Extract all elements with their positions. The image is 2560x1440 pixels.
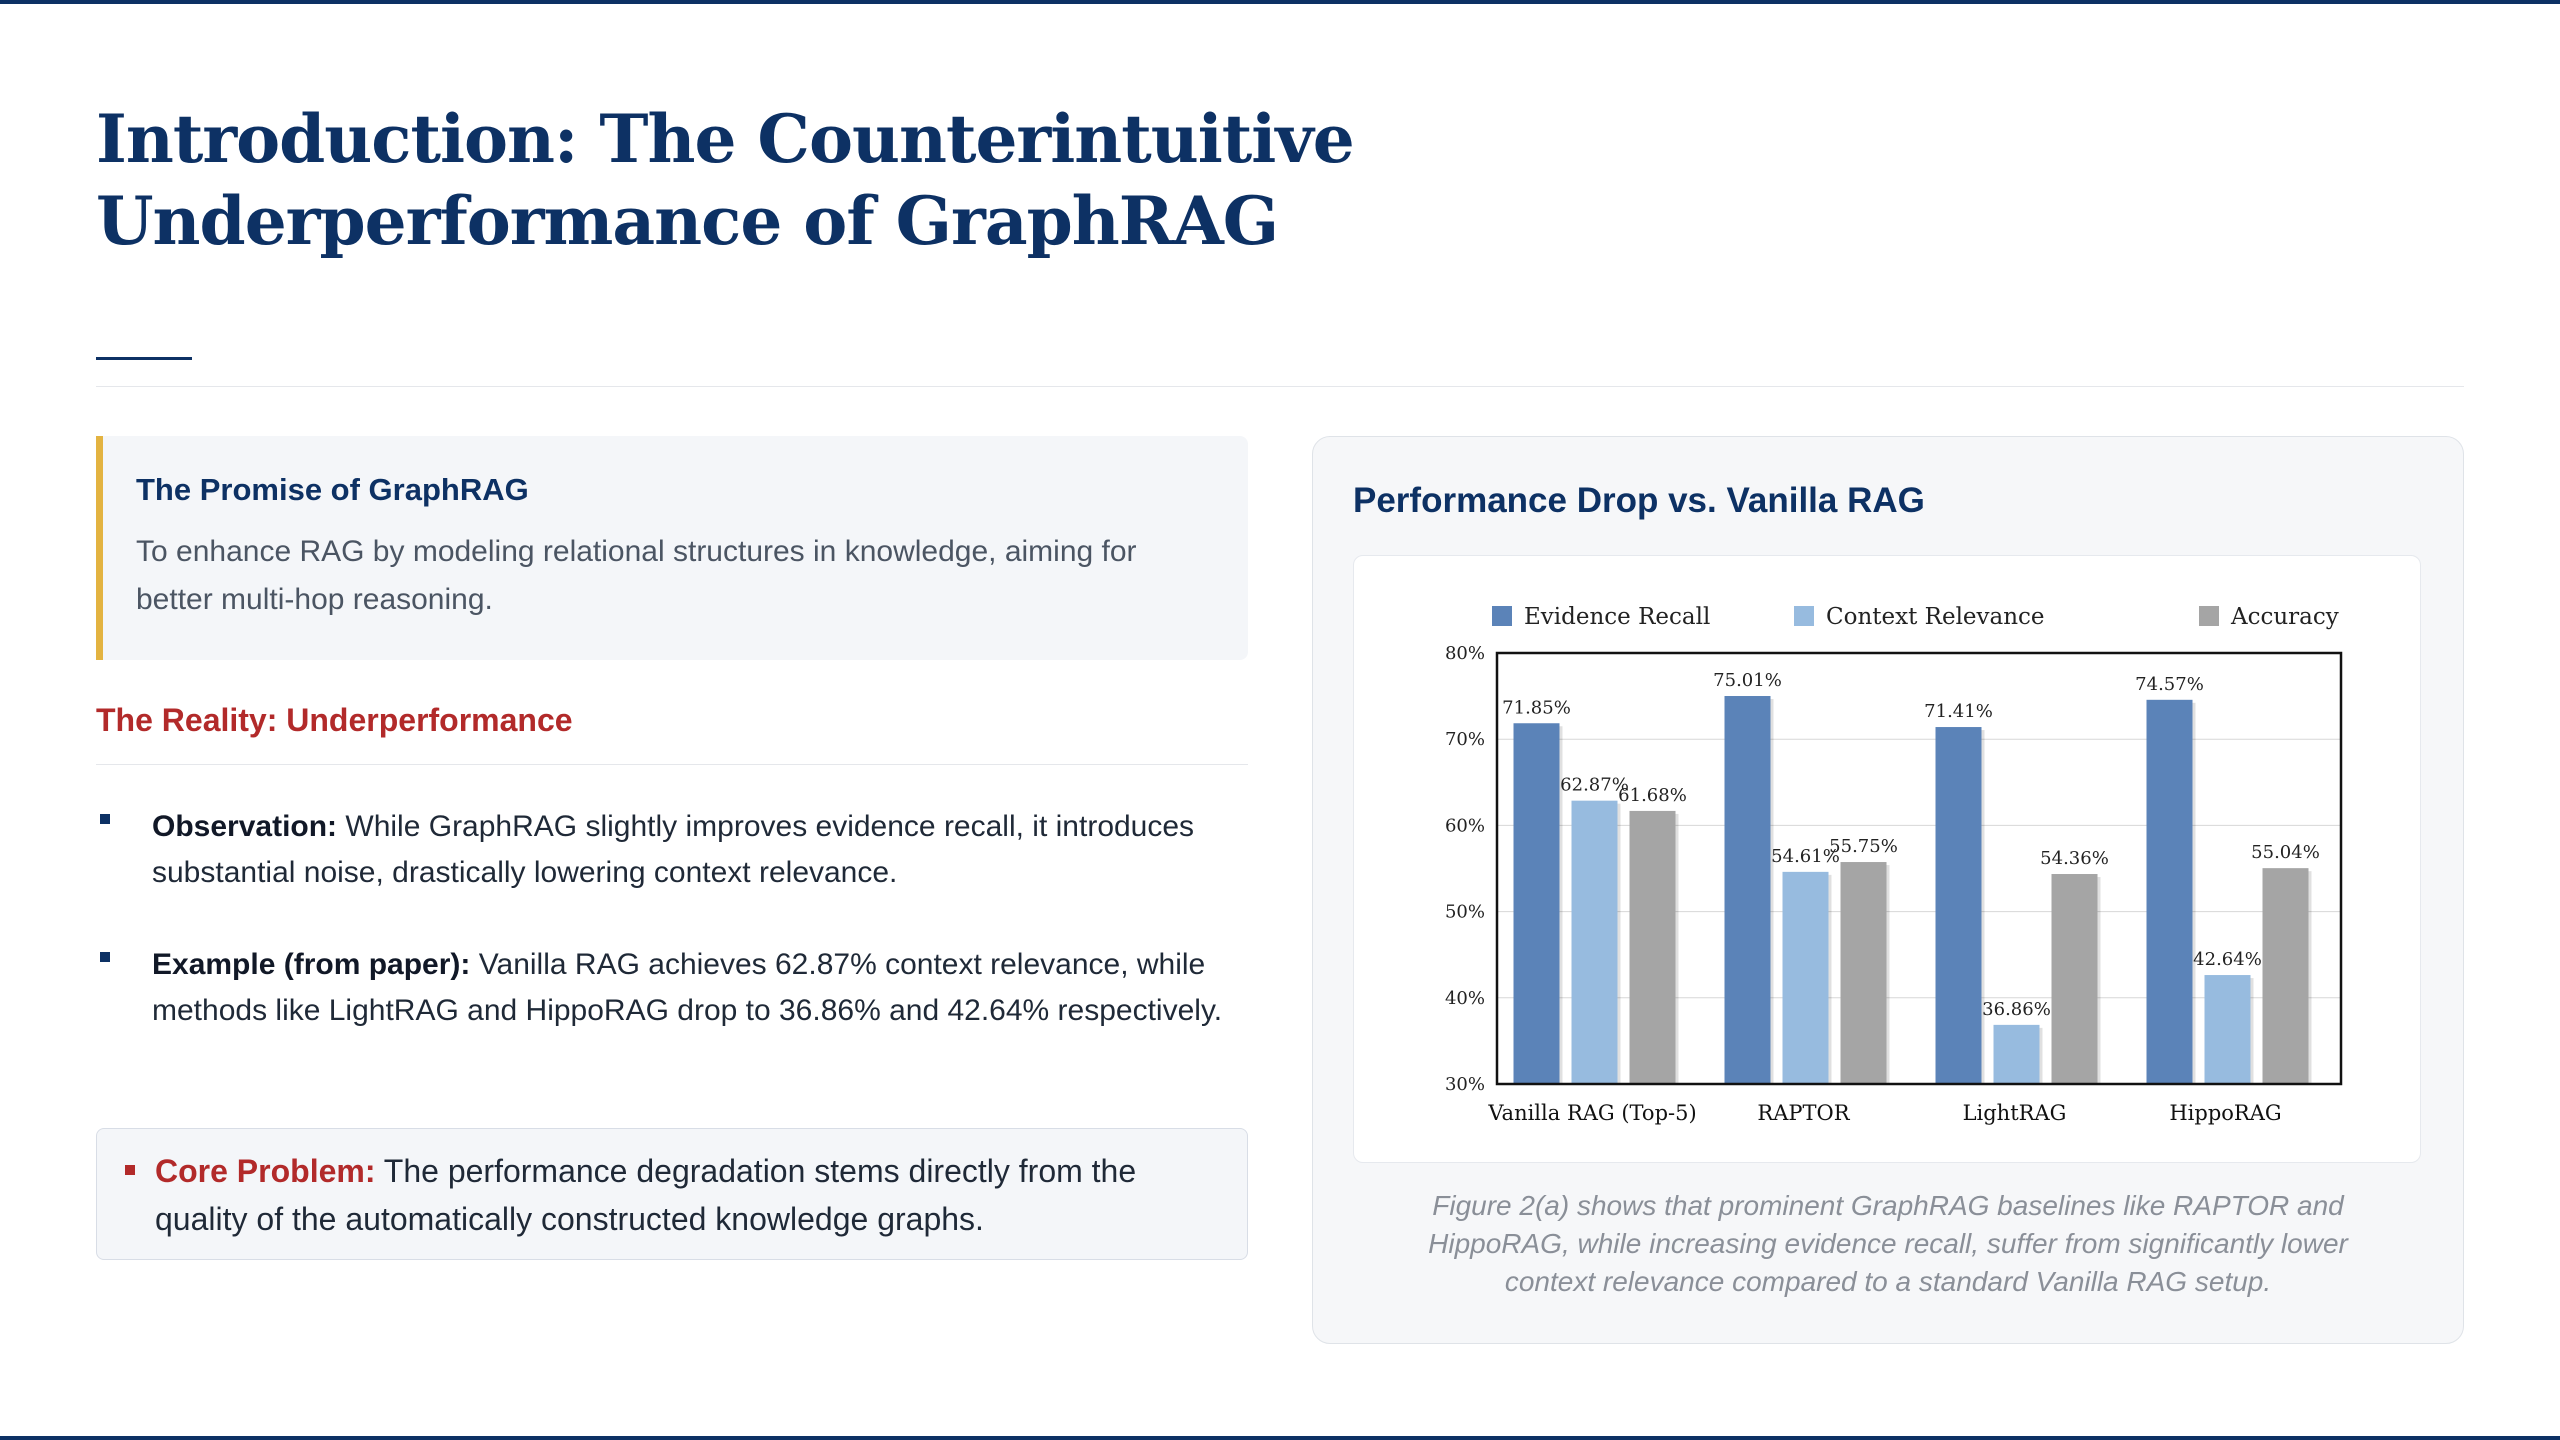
bar [2147, 700, 2193, 1084]
legend-label: Context Relevance [1826, 604, 2045, 630]
data-label: 55.04% [2251, 842, 2320, 864]
chart-card-title: Performance Drop vs. Vanilla RAG [1353, 481, 1925, 520]
legend-label: Accuracy [2231, 604, 2339, 630]
legend-swatch [1794, 606, 1814, 626]
chart-caption: Figure 2(a) shows that prominent GraphRAG baselines like RAPTOR and HippoRAG, while increasing evidence recall, suffer from significantly lower context relevance compared to a standard Vanilla RAG setup. [1428, 1190, 2348, 1297]
title-accent-line [96, 357, 192, 360]
y-tick-label: 30% [1444, 1074, 1485, 1095]
promise-title: The Promise of GraphRAG [136, 472, 529, 507]
x-category-label: HippoRAG [2169, 1101, 2282, 1125]
bar [1725, 696, 1771, 1084]
data-label: 71.85% [1502, 697, 1571, 719]
bullet-observation [96, 804, 1248, 896]
bullet-example [96, 942, 1248, 1034]
bar [2205, 975, 2251, 1084]
bar [2052, 874, 2098, 1084]
y-tick-label: 50% [1444, 901, 1485, 923]
legend-swatch [1492, 606, 1512, 626]
bar [1514, 723, 1560, 1084]
data-label: 42.64% [2193, 949, 2262, 971]
data-label: 62.87% [1560, 774, 1629, 796]
bottom-rule [0, 1436, 2560, 1440]
data-label: 36.86% [1982, 998, 2051, 1020]
data-label: 55.75% [1829, 836, 1898, 858]
data-label: 54.61% [1771, 845, 1840, 867]
x-category-label: Vanilla RAG (Top-5) [1488, 1101, 1697, 1125]
chart-card [1312, 436, 2464, 1344]
bar [1630, 811, 1676, 1084]
y-tick-label: 80% [1444, 643, 1485, 664]
data-label: 75.01% [1713, 670, 1782, 692]
bullet-lead: Observation: [152, 810, 338, 843]
bullet-marker [100, 952, 110, 962]
legend-label: Evidence Recall [1524, 604, 1711, 630]
chart-panel [1353, 555, 2421, 1163]
core-problem-marker [125, 1165, 135, 1175]
bar [1572, 801, 1618, 1084]
x-category-label: LightRAG [1962, 1101, 2067, 1125]
data-label: 74.57% [2135, 673, 2204, 695]
core-problem-text: The performance degradation stems directly from the quality of the automatically constructed knowledge graphs. [155, 1153, 1137, 1237]
bar [1994, 1025, 2040, 1084]
top-rule [0, 0, 2560, 4]
bullet-text: Vanilla RAG achieves 62.87% context relevance, while methods like LightRAG and HippoRAG drop to 36.86% and 42.64% respectively. [152, 948, 1223, 1027]
bullet-lead: Example (from paper): [152, 948, 471, 981]
reality-title: The Reality: Underperformance [96, 702, 573, 738]
core-problem-callout [96, 1128, 1248, 1260]
legend-swatch [2199, 606, 2219, 626]
data-label: 71.41% [1924, 701, 1993, 723]
title-divider [96, 386, 2464, 387]
bar [1936, 727, 1982, 1084]
data-label: 61.68% [1618, 784, 1687, 806]
x-category-label: RAPTOR [1757, 1101, 1850, 1125]
bar [1841, 862, 1887, 1084]
core-problem-lead: Core Problem: [155, 1153, 376, 1189]
bar [1783, 872, 1829, 1084]
promise-callout [96, 436, 1248, 660]
y-tick-label: 40% [1444, 987, 1485, 1009]
data-label: 54.36% [2040, 848, 2109, 870]
y-tick-label: 60% [1444, 815, 1485, 837]
reality-divider [96, 764, 1248, 765]
slide-title: Introduction: The Counterintuitive Underperformance of GraphRAG [96, 100, 1354, 260]
bullet-text: While GraphRAG slightly improves evidence recall, it introduces substantial noise, drastically lowering context relevance. [152, 810, 1195, 889]
promise-text: To enhance RAG by modeling relational structures in knowledge, aiming for better multi-hop reasoning. [136, 535, 1137, 616]
y-tick-label: 70% [1444, 729, 1485, 751]
bar [2263, 868, 2309, 1084]
bar-chart [1354, 556, 2422, 1164]
bullet-marker [100, 814, 110, 824]
